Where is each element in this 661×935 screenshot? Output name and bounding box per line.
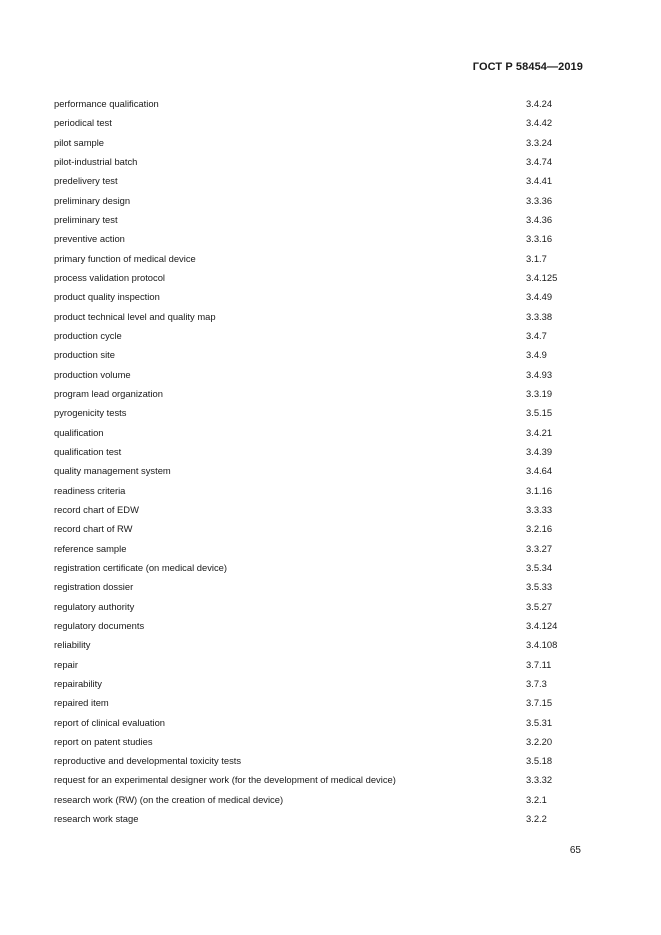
index-entry — [54, 481, 584, 500]
index-term: research work stage — [54, 813, 139, 825]
index-entry — [54, 307, 584, 326]
index-entry — [54, 287, 584, 306]
index-entry — [54, 384, 584, 403]
index-term: record chart of RW — [54, 523, 133, 535]
index-term: registration certificate (on medical device) — [54, 561, 227, 573]
index-term: primary function of medical device — [54, 252, 196, 264]
index-reference: 3.7.11 — [526, 658, 552, 670]
index-entry — [54, 500, 584, 519]
index-reference: 3.3.16 — [526, 233, 553, 245]
page-number: 65 — [569, 845, 581, 856]
index-term: repairability — [54, 677, 102, 689]
document-header: ГОСТ Р 58454—2019 — [472, 61, 583, 73]
index-entry — [54, 693, 584, 712]
index-entry — [54, 558, 584, 577]
index-entry — [54, 191, 584, 210]
index-term: production volume — [54, 368, 131, 380]
index-entry — [54, 133, 584, 152]
index-term: preliminary design — [54, 194, 131, 206]
index-reference: 3.3.32 — [526, 774, 553, 786]
index-entry — [54, 539, 584, 558]
index-entry — [54, 268, 584, 287]
index-reference: 3.4.24 — [526, 98, 553, 109]
index-reference: 3.4.39 — [526, 445, 553, 457]
index-entry — [54, 171, 584, 190]
index-term: record chart of EDW — [54, 503, 139, 515]
index-entry — [54, 461, 584, 480]
index-reference: 3.4.36 — [526, 213, 553, 225]
index-reference: 3.1.7 — [526, 252, 547, 264]
index-entry — [54, 210, 584, 229]
index-term: qualification test — [54, 445, 122, 457]
index-term: production cycle — [54, 329, 122, 341]
index-reference: 3.4.93 — [526, 368, 553, 380]
index-entry — [54, 345, 584, 364]
index-entry — [54, 326, 584, 345]
index-entry — [54, 403, 584, 422]
index-reference: 3.5.18 — [526, 755, 553, 767]
index-term: predelivery test — [54, 175, 118, 187]
index-term: process validation protocol — [54, 271, 165, 283]
index-entry — [54, 365, 584, 384]
index-entry — [54, 770, 584, 789]
index-reference: 3.3.24 — [526, 136, 553, 148]
index-entry — [54, 229, 584, 248]
index-reference: 3.4.49 — [526, 291, 553, 303]
index-term: report on patent studies — [54, 735, 153, 747]
index-entry — [54, 249, 584, 268]
index-term: quality management system — [54, 465, 171, 477]
index-term: reproductive and developmental toxicity tests — [54, 755, 242, 767]
index-reference: 3.3.27 — [526, 542, 553, 554]
index-term: readiness criteria — [54, 484, 126, 496]
index-reference: 3.7.3 — [526, 677, 547, 689]
index-term: research work (RW) (on the creation of medical device) — [54, 793, 284, 805]
index-entry — [54, 152, 584, 171]
index-term: regulatory documents — [54, 619, 145, 631]
index-reference: 3.2.1 — [526, 793, 547, 805]
index-entry — [54, 94, 584, 113]
index-entry — [54, 113, 584, 132]
index-entry — [54, 577, 584, 596]
index-term: production site — [54, 349, 115, 361]
index-reference: 3.7.15 — [526, 697, 553, 709]
index-term: reliability — [54, 639, 91, 651]
index-reference: 3.5.15 — [526, 407, 553, 419]
index-term: request for an experimental designer work (for the development of medical device) — [54, 774, 396, 786]
index-reference: 3.3.38 — [526, 310, 553, 322]
index-term: product technical level and quality map — [54, 310, 216, 322]
index-entry — [54, 732, 584, 751]
index-term: reference sample — [54, 542, 127, 554]
index-entry — [54, 519, 584, 538]
index-entry — [54, 423, 584, 442]
index-reference: 3.4.42 — [526, 117, 553, 129]
index-term: performance qualification — [54, 98, 159, 109]
index-reference: 3.4.64 — [526, 465, 553, 477]
index-term: pilot sample — [54, 136, 105, 148]
term-index-list — [54, 94, 584, 828]
index-reference: 3.5.33 — [526, 581, 553, 593]
index-reference: 3.3.33 — [526, 503, 553, 515]
index-term: periodical test — [54, 117, 112, 129]
index-reference: 3.4.9 — [526, 349, 547, 361]
index-reference: 3.4.7 — [526, 329, 547, 341]
index-entry — [54, 597, 584, 616]
index-reference: 3.4.125 — [526, 271, 558, 283]
index-entry — [54, 442, 584, 461]
index-reference: 3.5.27 — [526, 600, 553, 612]
index-reference: 3.5.31 — [526, 716, 553, 728]
index-reference: 3.4.74 — [526, 155, 553, 167]
index-term: product quality inspection — [54, 291, 160, 303]
index-entry — [54, 655, 584, 674]
index-entry — [54, 790, 584, 809]
index-term: report of clinical evaluation — [54, 716, 165, 728]
index-reference: 3.4.108 — [526, 639, 558, 651]
index-term: regulatory authority — [54, 600, 135, 612]
index-reference: 3.4.21 — [526, 426, 553, 438]
index-reference: 3.4.41 — [526, 175, 553, 187]
index-reference: 3.2.20 — [526, 735, 553, 747]
index-term: program lead organization — [54, 387, 163, 399]
index-entry — [54, 713, 584, 732]
index-reference: 3.1.16 — [526, 484, 553, 496]
index-term: repaired item — [54, 697, 109, 709]
index-entry — [54, 809, 584, 828]
index-term: preventive action — [54, 233, 125, 245]
index-reference: 3.2.16 — [526, 523, 553, 535]
index-term: preliminary test — [54, 213, 118, 225]
index-term: pyrogenicity tests — [54, 407, 127, 419]
index-term: pilot-industrial batch — [54, 155, 138, 167]
index-reference: 3.2.2 — [526, 813, 547, 825]
index-reference: 3.3.36 — [526, 194, 553, 206]
index-term: repair — [54, 658, 78, 670]
index-entry — [54, 616, 584, 635]
index-term: qualification — [54, 426, 104, 438]
index-reference: 3.3.19 — [526, 387, 553, 399]
index-reference: 3.5.34 — [526, 561, 553, 573]
index-entry — [54, 751, 584, 770]
index-entry — [54, 635, 584, 654]
index-reference: 3.4.124 — [526, 619, 558, 631]
index-term: registration dossier — [54, 581, 134, 593]
index-entry — [54, 674, 584, 693]
